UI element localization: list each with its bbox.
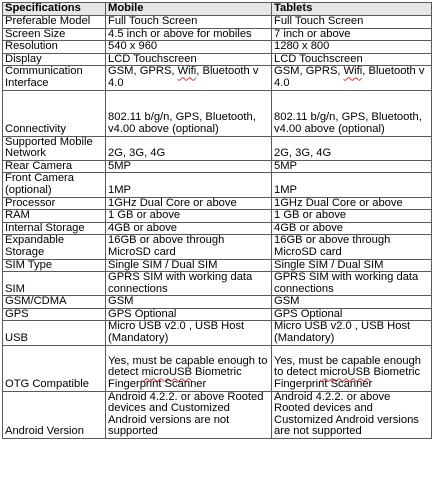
tablet-cell: 5MP (272, 160, 432, 173)
spec-cell: GPS (3, 308, 106, 321)
table-row (3, 391, 432, 438)
header-mobile: Mobile (106, 3, 272, 16)
mobile-cell: Full Touch Screen (106, 16, 272, 29)
table-row (3, 272, 432, 296)
table-row (3, 160, 432, 173)
mobile-cell: 1 GB or above (106, 210, 272, 223)
table-row (3, 173, 432, 197)
spec-cell: Communication Interface (3, 66, 106, 90)
tablet-cell: GPS Optional (272, 308, 432, 321)
header-row (3, 3, 432, 16)
tablet-cell: 1MP (272, 173, 432, 197)
mobile-cell: Android 4.2.2. or above Rooted devices and Customized Android versions are not supported (106, 391, 272, 438)
mobile-cell: 1GHz Dual Core or above (106, 197, 272, 210)
tablet-cell: Yes, must be capable enough to detect microUSB Biometric Fingerprint Scanner (272, 345, 432, 391)
table-row (3, 296, 432, 309)
spec-cell: RAM (3, 210, 106, 223)
mobile-cell: 1MP (106, 173, 272, 197)
spec-cell: OTG Compatible (3, 345, 106, 391)
spec-cell: GSM/CDMA (3, 296, 106, 309)
table-row (3, 28, 432, 41)
header-specifications: Specifications (3, 3, 106, 16)
tablet-cell: GSM, GPRS, Wifi, Bluetooth v 4.0 (272, 66, 432, 90)
mobile-cell: 4GB or above (106, 222, 272, 235)
tablet-cell: 802.11 b/g/n, GPS, Bluetooth, v4.00 above (optional) (272, 90, 432, 136)
spec-cell: Preferable Model (3, 16, 106, 29)
table-row (3, 308, 432, 321)
mobile-cell: Micro USB v2.0 , USB Host (Mandatory) (106, 321, 272, 345)
table-row (3, 136, 432, 160)
mobile-cell: GPS Optional (106, 308, 272, 321)
table-row (3, 53, 432, 66)
table-row (3, 197, 432, 210)
spec-cell: Rear Camera (3, 160, 106, 173)
tablet-cell: 7 inch or above (272, 28, 432, 41)
tablet-cell: 4GB or above (272, 222, 432, 235)
tablet-cell: GSM (272, 296, 432, 309)
mobile-cell: GPRS SIM with working data connections (106, 272, 272, 296)
tablet-cell: Full Touch Screen (272, 16, 432, 29)
spec-cell: Internal Storage (3, 222, 106, 235)
table-row (3, 41, 432, 54)
table-row (3, 90, 432, 136)
mobile-cell: GSM, GPRS, Wifi, Bluetooth v 4.0 (106, 66, 272, 90)
mobile-cell: 5MP (106, 160, 272, 173)
spec-cell: Connectivity (3, 90, 106, 136)
tablet-cell: GPRS SIM with working data connections (272, 272, 432, 296)
mobile-cell: Single SIM / Dual SIM (106, 259, 272, 272)
table-row (3, 66, 432, 90)
tablet-cell: 1 GB or above (272, 210, 432, 223)
table-row (3, 16, 432, 29)
tablet-cell: Single SIM / Dual SIM (272, 259, 432, 272)
table-row (3, 321, 432, 345)
table-row (3, 259, 432, 272)
tablet-cell: Micro USB v2.0 , USB Host (Mandatory) (272, 321, 432, 345)
table-row (3, 345, 432, 391)
mobile-cell: LCD Touchscreen (106, 53, 272, 66)
spec-cell: Expandable Storage (3, 235, 106, 259)
spec-cell: Android Version (3, 391, 106, 438)
mobile-cell: 4.5 inch or above for mobiles (106, 28, 272, 41)
tablet-cell: 16GB or above through MicroSD card (272, 235, 432, 259)
table-row (3, 235, 432, 259)
spec-cell: Supported Mobile Network (3, 136, 106, 160)
spec-cell: Resolution (3, 41, 106, 54)
tablet-cell: 1280 x 800 (272, 41, 432, 54)
table-row (3, 222, 432, 235)
spec-cell: Display (3, 53, 106, 66)
mobile-cell: 540 x 960 (106, 41, 272, 54)
spec-cell: Front Camera (optional) (3, 173, 106, 197)
mobile-cell: 2G, 3G, 4G (106, 136, 272, 160)
tablet-cell: 2G, 3G, 4G (272, 136, 432, 160)
spec-cell: SIM (3, 272, 106, 296)
table-row (3, 210, 432, 223)
mobile-cell: 16GB or above through MicroSD card (106, 235, 272, 259)
mobile-cell: 802.11 b/g/n, GPS, Bluetooth, v4.00 above (optional) (106, 90, 272, 136)
tablet-cell: LCD Touchscreen (272, 53, 432, 66)
spec-cell: Processor (3, 197, 106, 210)
header-tablets: Tablets (272, 3, 432, 16)
mobile-cell: GSM (106, 296, 272, 309)
spec-cell: USB (3, 321, 106, 345)
specifications-table (2, 2, 432, 439)
tablet-cell: Android 4.2.2. or above Rooted devices and Customized Android versions are not supported (272, 391, 432, 438)
spec-cell: Screen Size (3, 28, 106, 41)
tablet-cell: 1GHz Dual Core or above (272, 197, 432, 210)
mobile-cell: Yes, must be capable enough to detect microUSB Biometric Fingerprint Scanner (106, 345, 272, 391)
spec-cell: SIM Type (3, 259, 106, 272)
